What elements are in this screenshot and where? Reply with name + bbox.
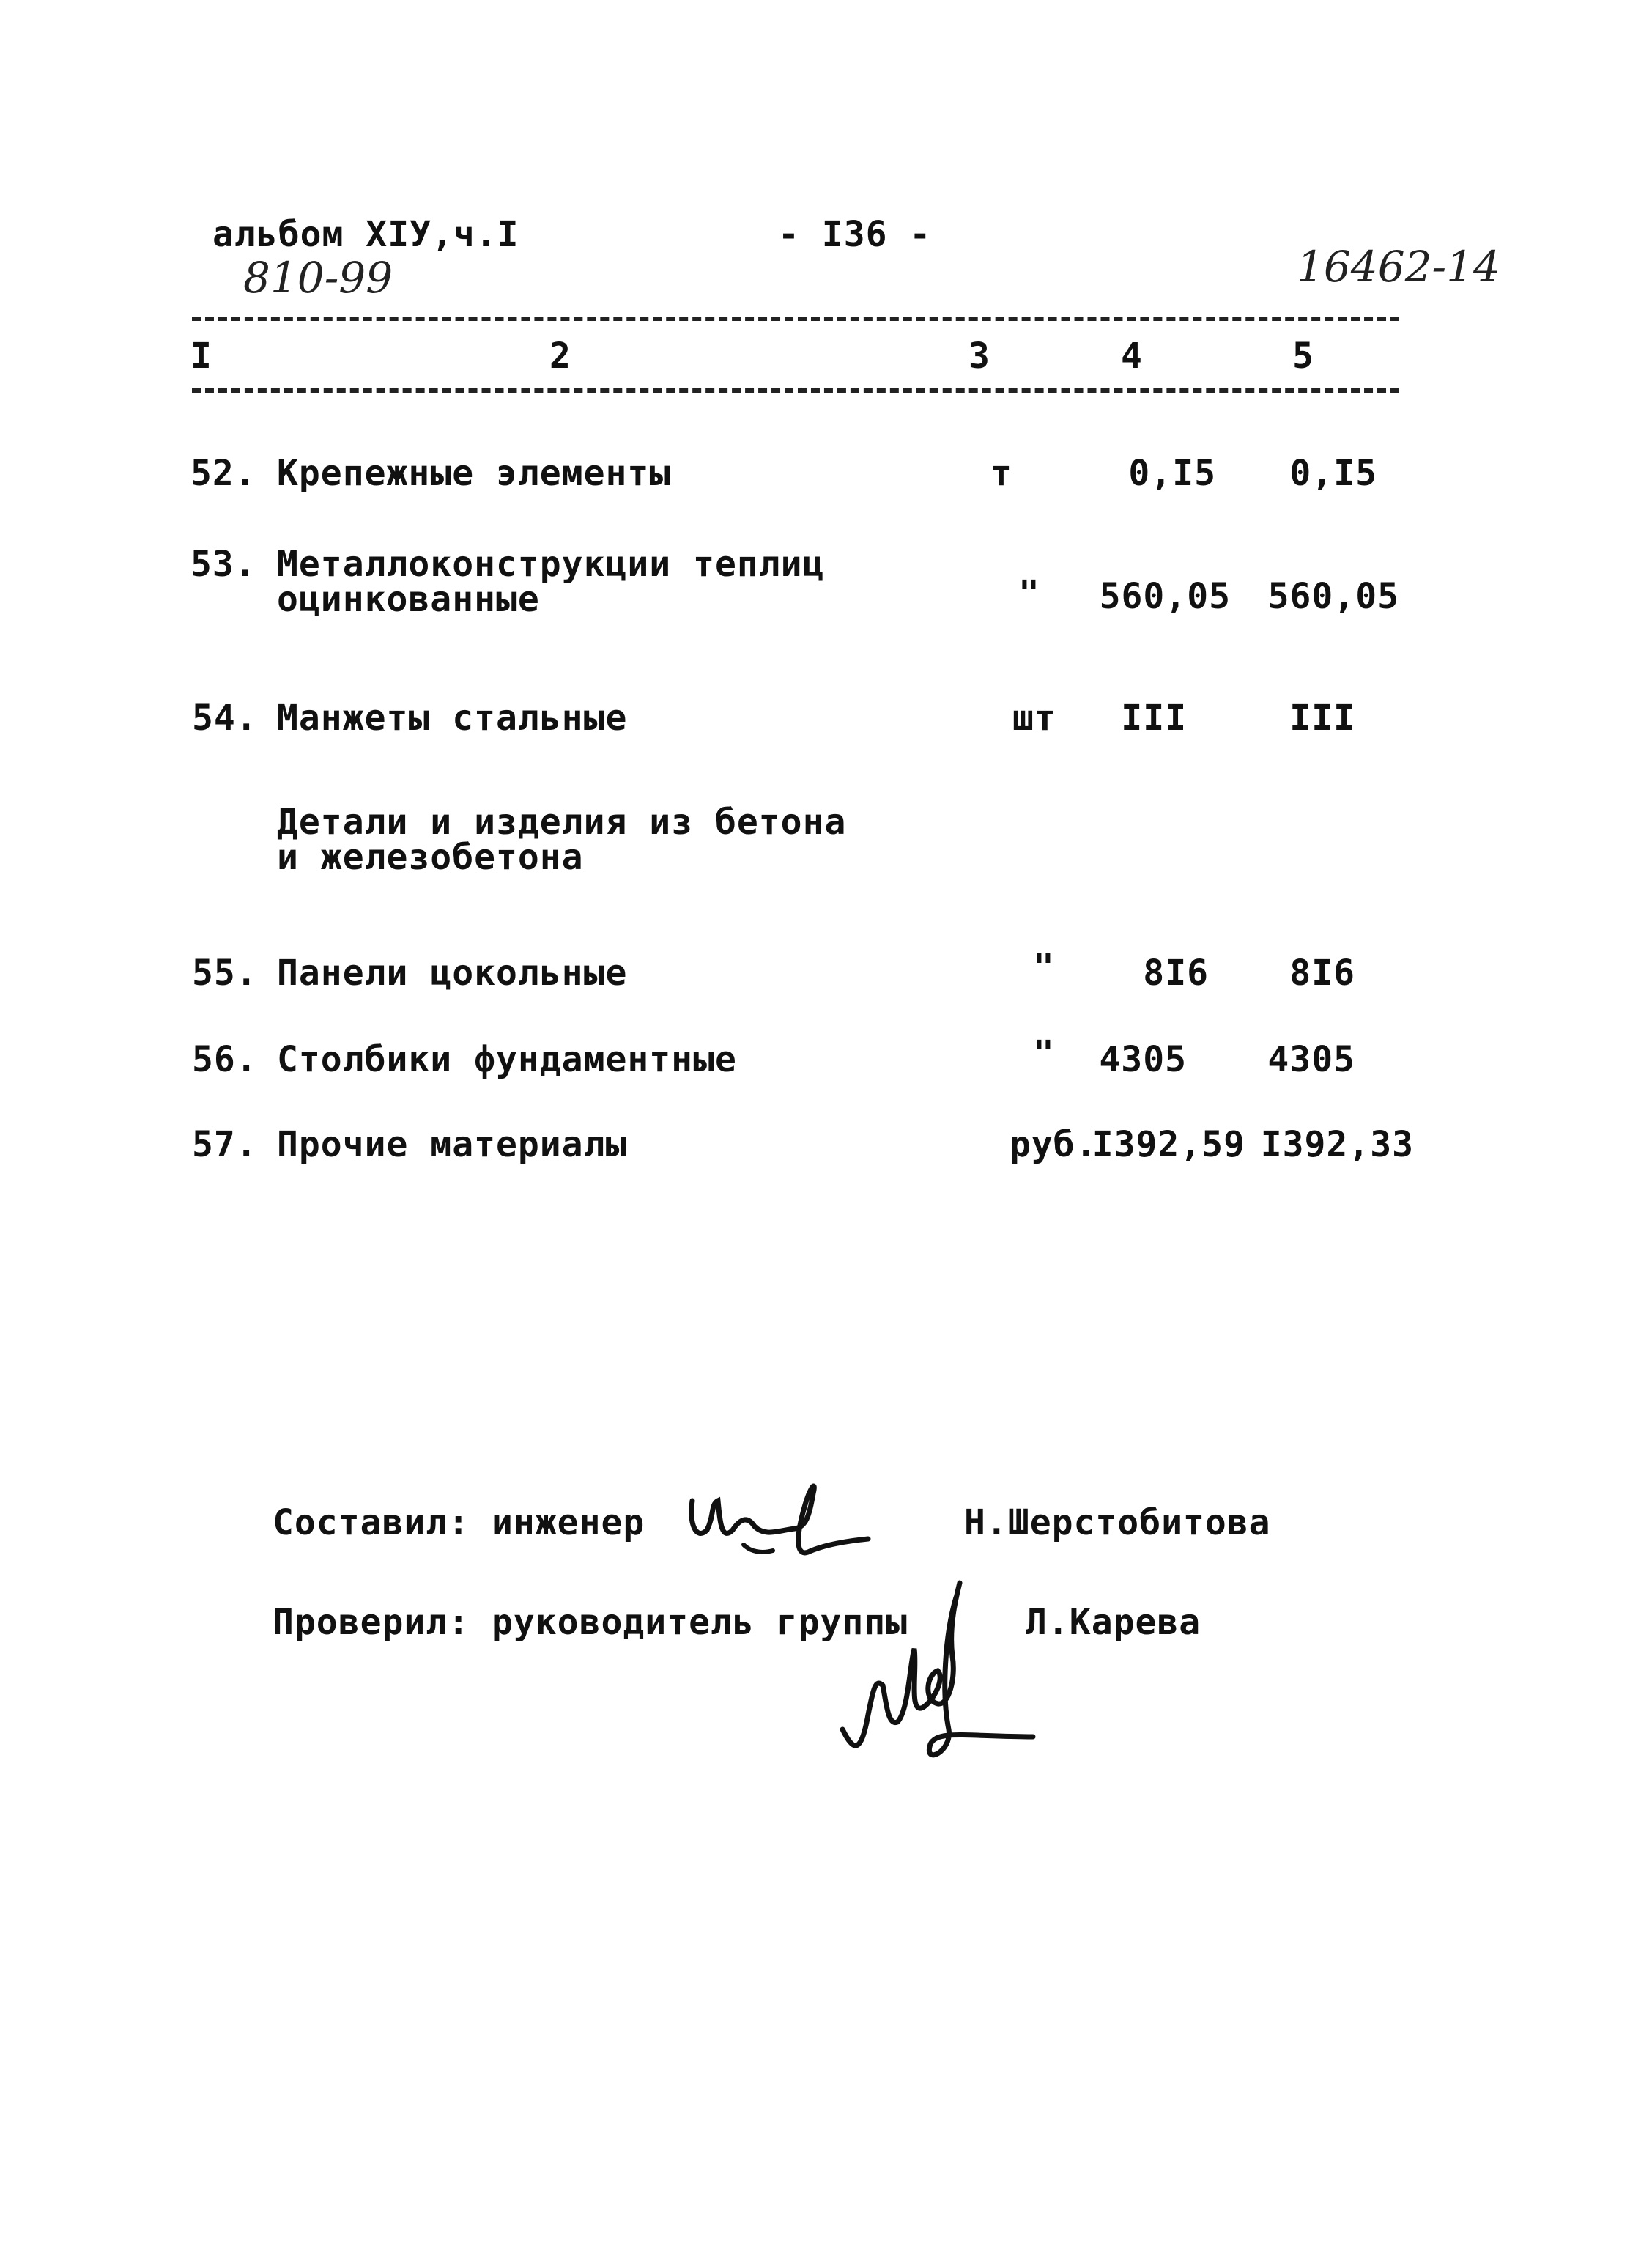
row-name: Металлоконструкции теплиц	[277, 544, 825, 585]
row-col4: 8I6	[1143, 953, 1209, 994]
column-header-3: 3	[968, 336, 990, 377]
row-col5: I392,33	[1260, 1124, 1414, 1165]
column-header-1: I	[190, 336, 212, 377]
row-col5: III	[1289, 698, 1355, 739]
row-name: Прочие материалы	[277, 1124, 628, 1165]
handwritten-project-code: 16462-14	[1297, 242, 1500, 292]
row-unit-ditto: "	[1033, 1033, 1055, 1074]
checked-by-name: Л.Карева	[1026, 1602, 1201, 1643]
row-col5: 8I6	[1289, 953, 1355, 994]
section-heading-continued: и железобетона	[277, 837, 584, 878]
row-col4: III	[1121, 698, 1187, 739]
row-unit: т	[990, 453, 1012, 494]
row-col4: 0,I5	[1128, 453, 1216, 494]
page-number: - I36 -	[778, 214, 932, 255]
row-col4: 4305	[1099, 1039, 1187, 1080]
album-reference: альбом ХIУ,ч.I	[212, 214, 519, 255]
compiled-by-label: Составил: инженер	[273, 1502, 645, 1543]
handwritten-series: 810-99	[243, 253, 393, 303]
row-number: 54.	[192, 698, 258, 739]
row-col4: 560,05	[1099, 576, 1231, 617]
row-unit-ditto: "	[1033, 947, 1055, 988]
row-name: Манжеты стальные	[277, 698, 628, 739]
row-col5: 4305	[1267, 1039, 1355, 1080]
column-header-4: 4	[1121, 336, 1143, 377]
checked-signature	[828, 1568, 1048, 1788]
row-col5: 0,I5	[1289, 453, 1377, 494]
row-name: Панели цокольные	[277, 953, 628, 994]
row-unit: руб.	[1010, 1124, 1097, 1165]
row-name: Столбики фундаментные	[277, 1039, 737, 1080]
section-heading: Детали и изделия из бетона	[277, 802, 847, 843]
column-header-2: 2	[549, 336, 571, 377]
top-dashed-rule	[192, 317, 1399, 321]
row-number: 55.	[192, 953, 258, 994]
row-number: 56.	[192, 1039, 258, 1080]
row-number: 52.	[190, 453, 256, 494]
row-number: 53.	[190, 544, 256, 585]
bottom-dashed-rule	[192, 388, 1399, 393]
compiled-by-name: Н.Шерстобитова	[964, 1502, 1271, 1543]
compiled-signature	[678, 1471, 883, 1567]
row-unit-ditto: "	[1018, 573, 1040, 614]
row-col5: 560,05	[1267, 576, 1399, 617]
row-name-continued: оцинкованные	[277, 579, 540, 620]
checked-by-label: Проверил: руководитель группы	[273, 1602, 908, 1643]
column-header-5: 5	[1292, 336, 1314, 377]
row-number: 57.	[192, 1124, 258, 1165]
row-unit: шт	[1012, 698, 1056, 739]
row-col4: I392,59	[1092, 1124, 1245, 1165]
row-name: Крепежные элементы	[277, 453, 672, 494]
